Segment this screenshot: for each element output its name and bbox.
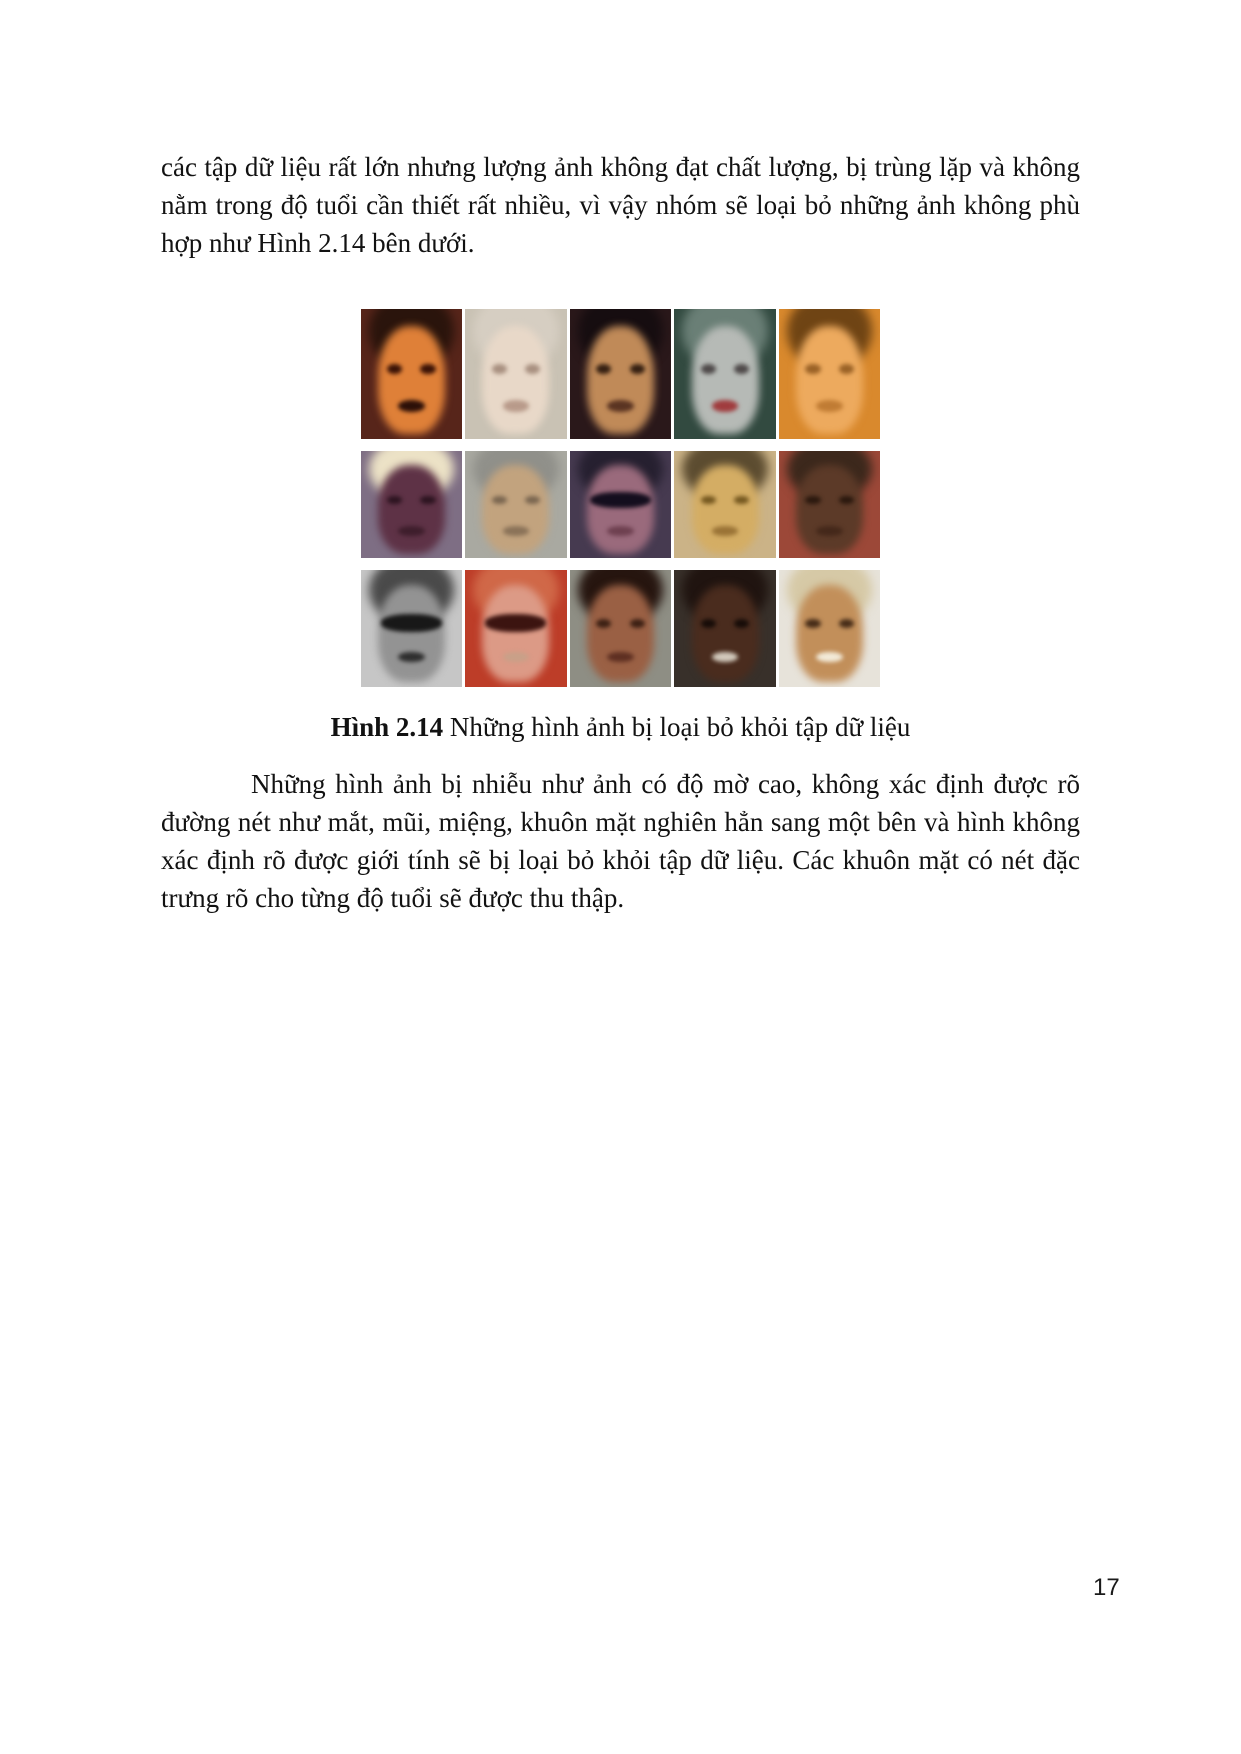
mouth-shape <box>712 400 738 412</box>
eye-shape <box>525 364 540 374</box>
eye-shape <box>701 364 716 374</box>
paragraph-intro: các tập dữ liệu rất lớn nhưng lượng ảnh không đạt chất lượng, bị trùng lặp và không nằm trong độ tuổi cần thiết rất nhiều, vì vậy nhóm sẽ loại bỏ những ảnh không phù hợp như Hình 2.14 bên dưới. <box>161 152 1080 258</box>
mouth-shape <box>398 400 424 412</box>
face-image-purple-faced-elder-headscarf <box>361 451 463 558</box>
figure-image-grid <box>361 309 881 687</box>
face-shape <box>482 465 549 554</box>
face-image-blurry-pale-elderly <box>465 309 567 439</box>
page-number: 17 <box>1093 1574 1120 1601</box>
eye-shape <box>387 364 402 374</box>
face-shape <box>692 465 759 554</box>
face-shape <box>692 585 759 682</box>
face-image-blurry-man-red-sunglasses <box>465 570 567 687</box>
mouth-shape <box>712 526 738 536</box>
face-image-elderly-man-profile <box>465 451 567 558</box>
paragraph-description: Những hình ảnh bị nhiễu như ảnh có độ mờ cao, không xác định được rõ đường nét như mắt, mũi, miệng, khuôn mặt nghiên hẳn sang một bên và hình không xác định rõ được giới tính sẽ bị loại bỏ khỏi tập dữ liệu. Các khuôn mặt có nét đặc trưng rõ cho từng độ tuổi sẽ được thu thập. <box>161 769 1080 913</box>
mouth-shape <box>607 526 633 536</box>
mouth-shape <box>503 400 529 412</box>
face-shape <box>378 326 445 434</box>
sunglasses-shape <box>590 492 651 508</box>
face-shape <box>482 585 549 682</box>
face-image-pale-wrinkled-old-woman <box>674 309 776 439</box>
face-image-smiling-man-conical-hat <box>779 570 881 687</box>
face-shape <box>587 465 654 554</box>
mouth-shape <box>607 400 633 412</box>
figure-row <box>361 451 881 558</box>
mouth-shape <box>398 526 424 536</box>
figure-caption-text: Những hình ảnh bị loại bỏ khỏi tập dữ liệu <box>443 712 911 742</box>
eye-shape <box>805 364 820 374</box>
face-image-crying-child-orange <box>779 309 881 439</box>
eye-shape <box>492 364 507 374</box>
face-image-woman-kiss-face <box>570 570 672 687</box>
face-shape <box>587 585 654 682</box>
face-shape <box>796 465 863 554</box>
face-image-laughing-orange-man <box>361 309 463 439</box>
figure-caption-label: Hình 2.14 <box>330 712 444 742</box>
figure-row <box>361 309 881 439</box>
face-image-grayscale-beard-sunglasses-man <box>361 570 463 687</box>
sunglasses-shape <box>381 614 442 632</box>
figure-2-14 <box>161 309 1080 745</box>
face-image-man-helmet-glasses <box>570 451 672 558</box>
figure-row <box>361 570 881 687</box>
face-shape <box>796 585 863 682</box>
eye-shape <box>420 364 435 374</box>
mouth-shape <box>816 526 842 536</box>
face-shape <box>587 326 654 434</box>
face-image-blurry-dark-face <box>779 451 881 558</box>
face-shape <box>378 465 445 554</box>
eye-shape <box>839 364 854 374</box>
face-shape <box>796 326 863 434</box>
face-image-smiling-dark-skinned-man <box>674 570 776 687</box>
face-shape <box>482 326 549 434</box>
figure-caption <box>161 709 1080 745</box>
mouth-shape <box>816 400 842 412</box>
mouth-shape <box>503 526 529 536</box>
sunglasses-shape <box>485 614 546 632</box>
face-image-man-hand-on-head <box>674 451 776 558</box>
face-shape <box>378 585 445 682</box>
eye-shape <box>630 364 645 374</box>
face-shape <box>692 326 759 434</box>
face-image-long-haired-asian-man <box>570 309 672 439</box>
